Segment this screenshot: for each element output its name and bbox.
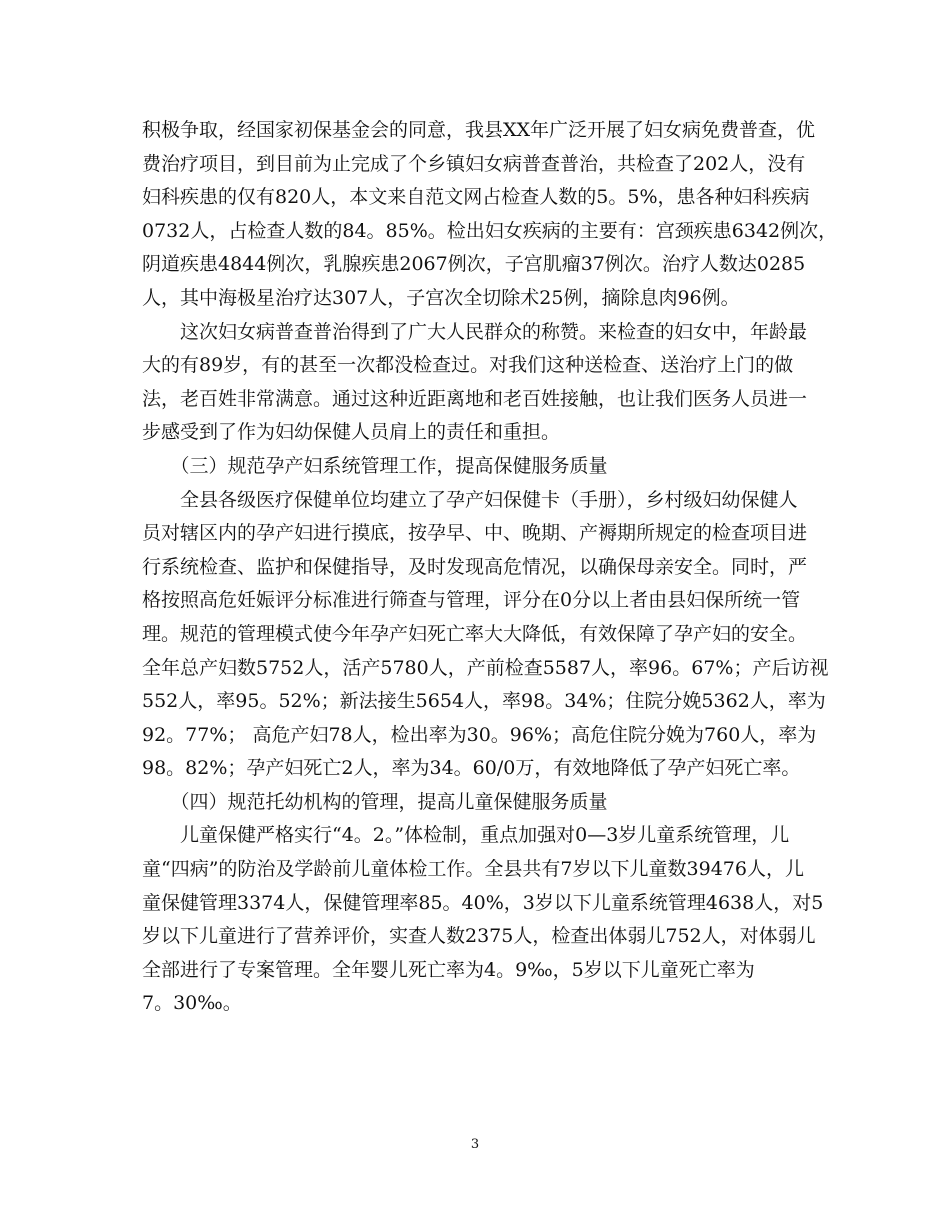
text-line: 阴道疾患4844例次，乳腺疾患2067例次，子宫肌瘤37例次。治疗人数达0285 [142,253,806,276]
text-line: 92。77%； 高危产妇78人，检出率为30。96%；高危住院分娩为760人，率为 [142,723,817,746]
section-heading: （三）规范孕产妇系统管理工作，提高保健服务质量 [142,454,608,477]
text-line: 大的有89岁，有的甚至一次都没检查过。对我们这种送检查、送治疗上门的做 [142,354,794,377]
text-line: 积极争取，经国家初保基金会的同意，我县XX年广泛开展了妇女病免费普查，优 [142,119,816,141]
text-line: 552人，率95。52%；新法接生5654人，率98。34%；住院分娩5362人，率为 [142,690,826,713]
text-line: 0732人，占检查人数的84。85%。检出妇女疾病的主要有：宫颈疾患6342例次， [142,219,838,242]
text-line: 全部进行了专案管理。全年婴儿死亡率为4。9‰，5岁以下儿童死亡率为 [142,958,755,981]
text-line: 人，其中海极星治疗达307人，子宫次全切除术25例，摘除息肉96例。 [142,286,740,309]
text-line: 7。30‰。 [142,992,242,1015]
text-line: 98。82%；孕产妇死亡2人，率为34。60/0万，有效地降低了孕产妇死亡率。 [142,757,801,780]
section-heading: （四）规范托幼机构的管理，提高儿童保健服务质量 [142,790,608,813]
text-line: 全年总产妇数5752人，活产5780人，产前检查5587人，率96。67%；产后访视 [142,656,829,679]
text-line: 法，老百姓非常满意。通过这种近距离地和老百姓接触，也让我们医务人员进一 [142,387,808,410]
text-line: 格按照高危妊娠评分标准进行筛查与管理，评分在0分以上者由县妇保所统一管 [142,589,801,612]
text-line: 费治疗项目，到目前为止完成了个乡镇妇女病普查普治，共检查了202人，没有 [142,152,806,175]
text-line: 行系统检查、监护和保健指导，及时发现高危情况，以确保母亲安全。同时，严 [142,555,808,578]
text-line: 童保健管理3374人，保健管理率85。40%，3岁以下儿童系统管理4638人，对5 [142,891,824,914]
text-line: 员对辖区内的孕产妇进行摸底，按孕早、中、晚期、产褥期所规定的检查项目进 [142,522,808,545]
text-line: 妇科疾患的仅有820人，本文来自范文网占检查人数的5。5%，患各种妇科疾病 [142,186,810,209]
text-line: 儿童保健严格实行“4。2。”体检制，重点加强对0—3岁儿童系统管理，儿 [142,824,790,847]
text-line: 步感受到了作为妇幼保健人员肩上的责任和重担。 [142,421,561,444]
text-line: 岁以下儿童进行了营养评价，实查人数2375人，检查出体弱儿752人，对体弱儿 [142,925,816,948]
text-line: 这次妇女病普查普治得到了广大人民群众的称赞。来检查的妇女中，年龄最 [142,320,808,343]
text-line: 理。规范的管理模式使今年孕产妇死亡率大大降低，有效保障了孕产妇的安全。 [142,622,808,645]
text-line: 全县各级医疗保健单位均建立了孕产妇保健卡（手册），乡村级妇幼保健人 [142,488,798,511]
document-body [142,114,838,1021]
text-line: 童“四病”的防治及学龄前儿童体检工作。全县共有7岁以下儿童数39476人，儿 [142,858,804,881]
page-number: 3 [470,1137,480,1152]
